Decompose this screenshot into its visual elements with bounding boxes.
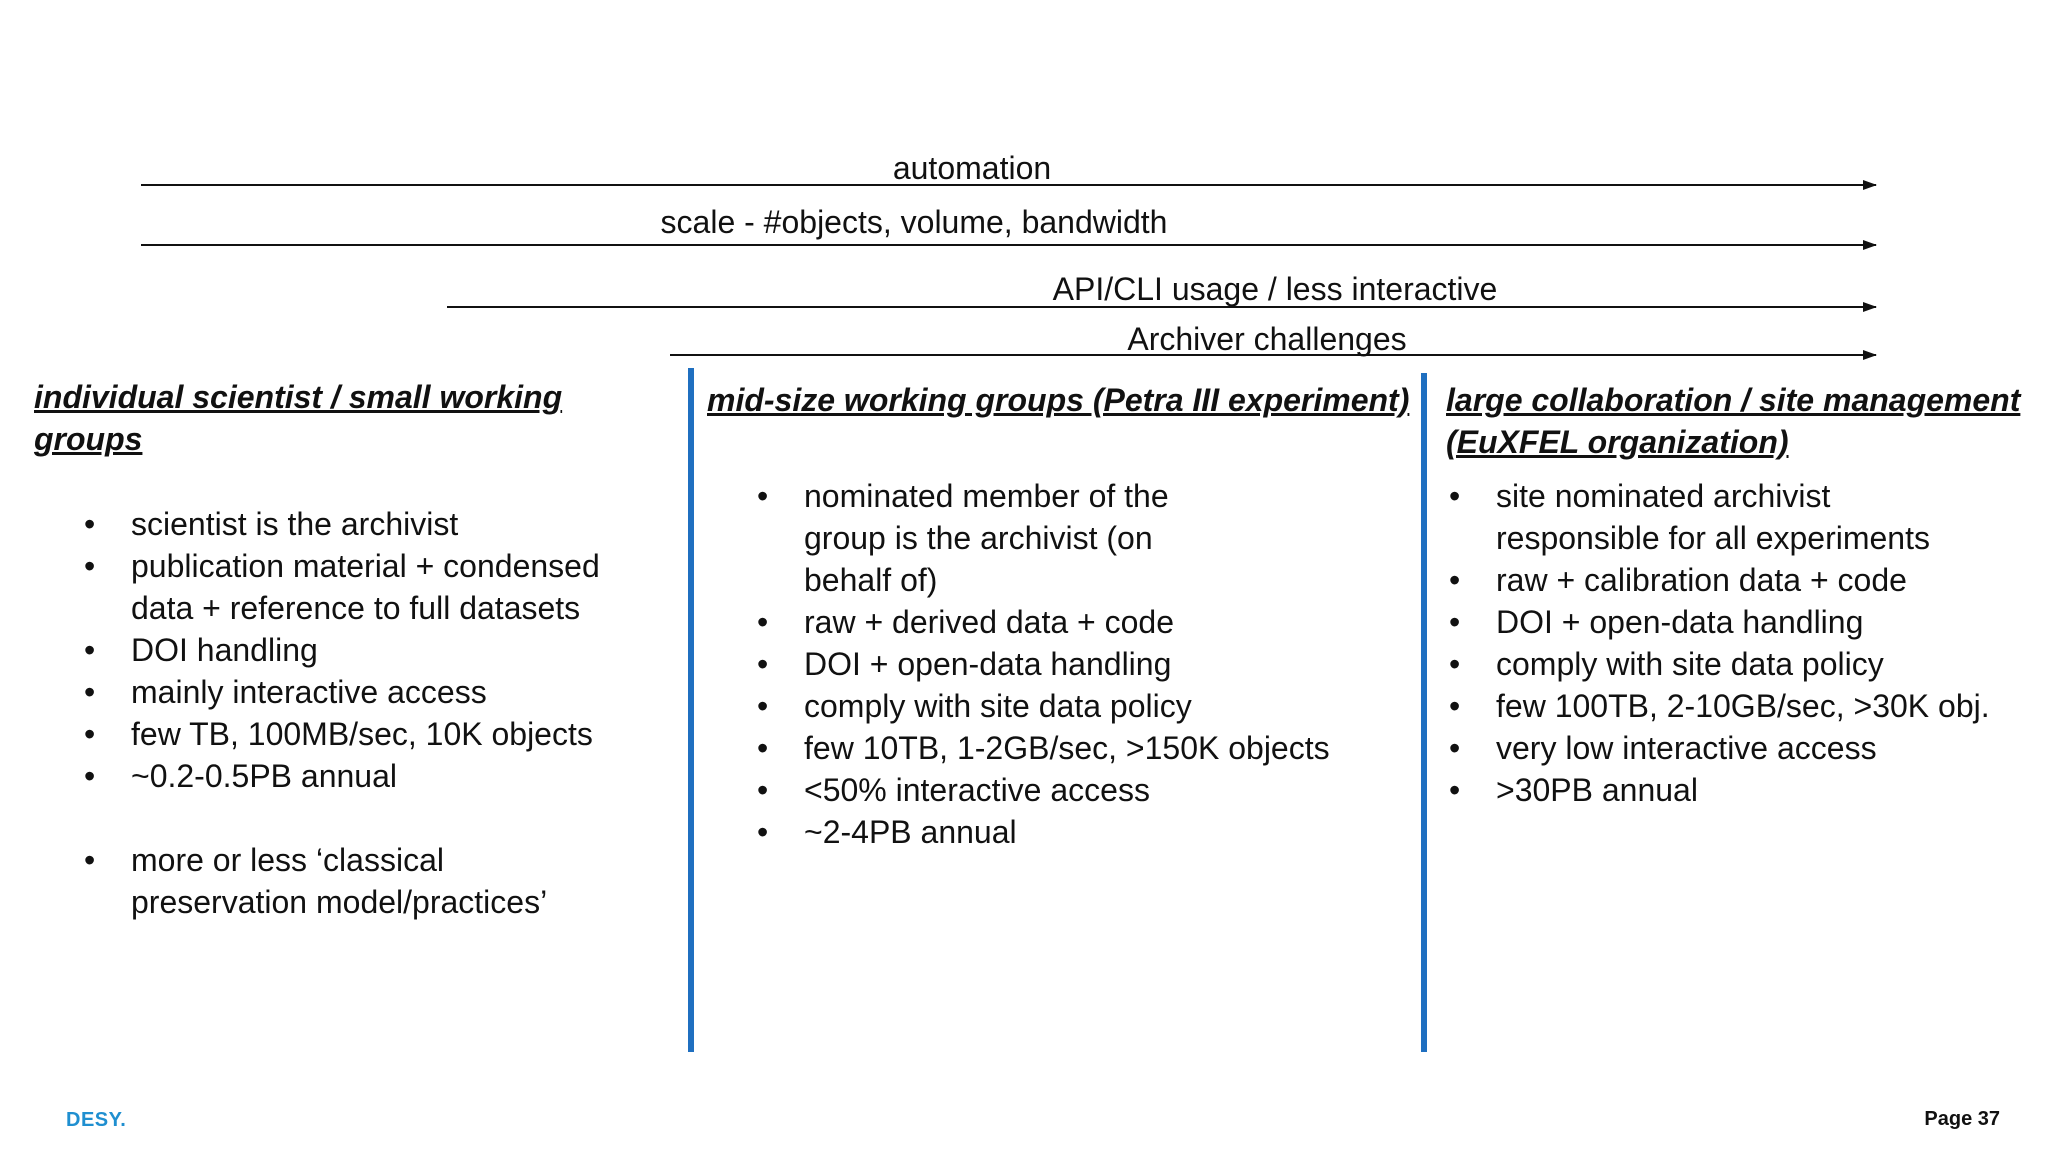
list-item: • >30PB annual xyxy=(1399,769,2039,811)
list-item: • scientist is the archivist xyxy=(34,503,644,545)
scale-label: scale - #objects, volume, bandwidth xyxy=(660,204,1168,240)
page-number: Page 37 xyxy=(1924,1108,2000,1130)
automation-label: automation xyxy=(892,150,1052,186)
list-item: • publication material + condensed data + reference to full datasets xyxy=(34,545,644,629)
list-item: • raw + derived data + code xyxy=(707,601,1357,643)
bullet-list xyxy=(34,503,644,923)
list-item: • <50% interactive access xyxy=(707,769,1357,811)
list-item: • DOI handling xyxy=(34,629,644,671)
list-item: • ~2-4PB annual xyxy=(707,811,1357,853)
bullet-list xyxy=(1399,475,2039,811)
column-large-collaboration xyxy=(1446,379,2036,811)
column-heading: individual scientist / small working groups xyxy=(34,379,563,457)
list-item: • few 100TB, 2-10GB/sec, >30K obj. xyxy=(1399,685,2039,727)
list-item: • raw + calibration data + code xyxy=(1399,559,2039,601)
list-item: • comply with site data policy xyxy=(707,685,1357,727)
list-item: • site nominated archivist responsible for all experiments xyxy=(1399,475,1936,559)
list-item: • very low interactive access xyxy=(1399,727,2039,769)
list-item: • comply with site data policy xyxy=(1399,643,2039,685)
list-item: • DOI + open-data handling xyxy=(1399,601,2039,643)
archiver-challenges-label: Archiver challenges xyxy=(1127,321,1407,357)
list-item: • nominated member of the group is the archivist (on behalf of) xyxy=(707,475,1244,601)
column-heading: mid-size working groups (Petra III experiment) xyxy=(707,382,1410,418)
column-heading: large collaboration / site management (EuXFEL organization) xyxy=(1446,382,2021,460)
list-item: • few 10TB, 1-2GB/sec, >150K objects xyxy=(707,727,1357,769)
column-small-groups xyxy=(34,376,644,923)
list-item: • more or less ‘classical preservation model/practices’ xyxy=(34,839,581,923)
list-item: • DOI + open-data handling xyxy=(707,643,1357,685)
list-item: • ~0.2-0.5PB annual xyxy=(34,755,644,797)
list-item: • mainly interactive access xyxy=(34,671,644,713)
column-divider-1 xyxy=(688,368,694,1052)
bullet-list xyxy=(707,475,1357,853)
api-cli-label: API/CLI usage / less interactive xyxy=(1052,271,1498,307)
column-mid-size-groups xyxy=(707,379,1419,853)
desy-logo: DESY. xyxy=(66,1109,127,1131)
list-item: • few TB, 100MB/sec, 10K objects xyxy=(34,713,644,755)
